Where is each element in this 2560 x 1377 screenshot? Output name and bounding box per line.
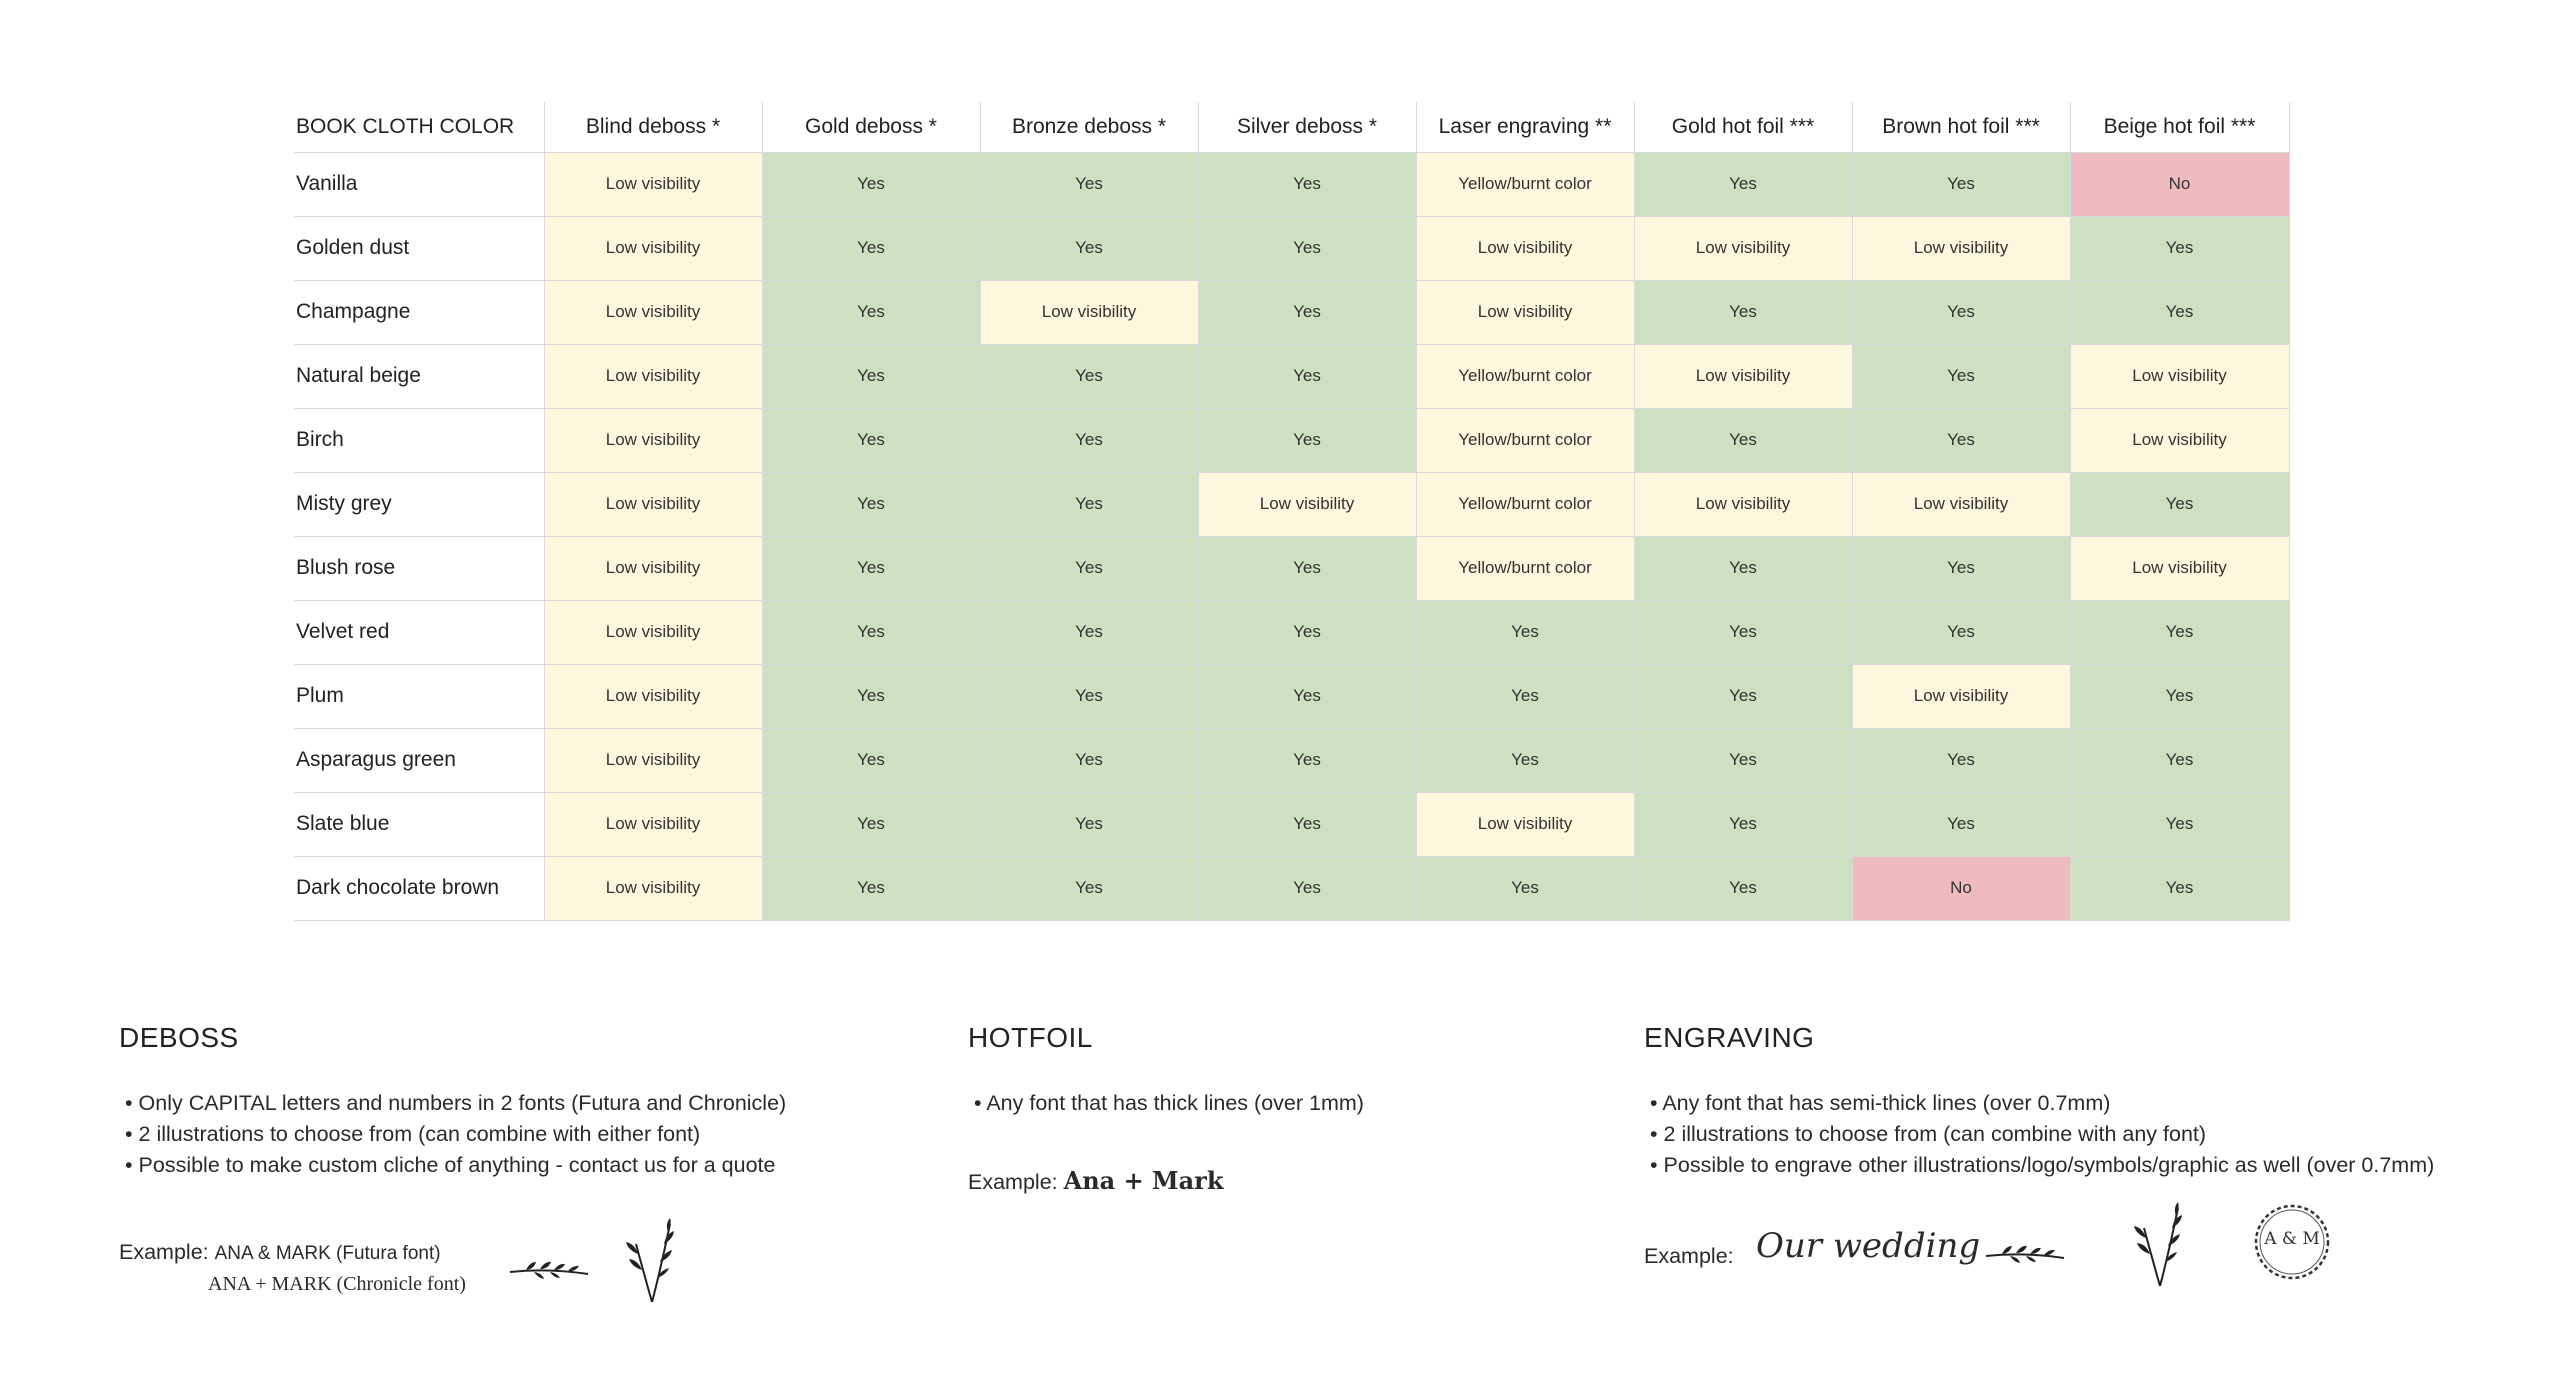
column-header: Blind deboss * (544, 102, 762, 152)
deboss-section (119, 1022, 939, 1181)
table-cell: Yes (1852, 792, 2070, 856)
table-header-row (294, 102, 2289, 152)
table-cell: Yellow/burnt color (1416, 344, 1634, 408)
table-row (294, 344, 2289, 408)
table-cell: Yes (1416, 664, 1634, 728)
deboss-title: DEBOSS (119, 1022, 239, 1053)
column-header-book-cloth-color: BOOK CLOTH COLOR (294, 102, 544, 152)
table-cell: Low visibility (980, 280, 1198, 344)
table-row (294, 152, 2289, 216)
row-label: Velvet red (294, 600, 544, 664)
table-cell: Yes (980, 792, 1198, 856)
table-cell: Yes (1634, 408, 1852, 472)
table-cell: Yes (1416, 856, 1634, 920)
table-cell: Yes (1634, 728, 1852, 792)
table-cell: Low visibility (1852, 216, 2070, 280)
table-cell: Yellow/burnt color (1416, 536, 1634, 600)
row-label: Vanilla (294, 152, 544, 216)
column-header: Beige hot foil *** (2070, 102, 2289, 152)
table-cell: Yes (762, 664, 980, 728)
table-cell: Yes (762, 600, 980, 664)
column-header: Laser engraving ** (1416, 102, 1634, 152)
table-cell: Low visibility (1852, 472, 2070, 536)
hotfoil-bullet: • Any font that has thick lines (over 1mm) (974, 1088, 1488, 1119)
table-cell: Yes (1198, 280, 1416, 344)
table-cell: Yes (1198, 152, 1416, 216)
table-cell: Yes (762, 216, 980, 280)
table-cell: Low visibility (1416, 216, 1634, 280)
table-cell: Yes (1198, 408, 1416, 472)
engraving-bullet: • Possible to engrave other illustrations/logo/symbols/graphic as well (over 0.7mm) (1650, 1150, 2544, 1181)
row-label: Slate blue (294, 792, 544, 856)
table-cell: Low visibility (544, 280, 762, 344)
table-cell: Yes (1198, 216, 1416, 280)
table-cell: Yes (1852, 728, 2070, 792)
table-cell: Yes (1634, 280, 1852, 344)
table-cell: Yes (762, 280, 980, 344)
table-cell: Yes (2070, 600, 2289, 664)
table-cell: Low visibility (2070, 536, 2289, 600)
deboss-bullet: • Only CAPITAL letters and numbers in 2 fonts (Futura and Chronicle) (125, 1088, 939, 1119)
deboss-example (119, 1240, 441, 1265)
table-cell: Yes (2070, 216, 2289, 280)
engraving-section (1644, 1022, 2544, 1181)
hotfoil-section (968, 1022, 1488, 1119)
table-cell: Low visibility (1416, 280, 1634, 344)
table-cell: Yes (762, 152, 980, 216)
table-cell: Low visibility (544, 536, 762, 600)
table-row (294, 408, 2289, 472)
column-header: Bronze deboss * (980, 102, 1198, 152)
table-cell: Yes (2070, 728, 2289, 792)
deboss-bullet: • Possible to make custom cliche of anything - contact us for a quote (125, 1150, 939, 1181)
table-cell: Low visibility (544, 600, 762, 664)
table-row (294, 472, 2289, 536)
table-cell: Low visibility (544, 664, 762, 728)
row-label: Birch (294, 408, 544, 472)
table-cell: Low visibility (544, 408, 762, 472)
table-cell: Yes (1634, 536, 1852, 600)
table-cell: No (1852, 856, 2070, 920)
branch-wreath-icon (2130, 1198, 2190, 1288)
row-label: Misty grey (294, 472, 544, 536)
table-cell: Yes (1416, 728, 1634, 792)
table-cell: Yes (1198, 536, 1416, 600)
hotfoil-example-text: Ana + Mark (1063, 1166, 1224, 1195)
monogram-text: A & M (2264, 1229, 2320, 1249)
row-label: Blush rose (294, 536, 544, 600)
row-label: Asparagus green (294, 728, 544, 792)
engraving-example-label: Example: (1644, 1244, 1734, 1268)
table-cell: Yes (2070, 664, 2289, 728)
leaf-sprig-icon (1984, 1234, 2066, 1268)
table-row (294, 728, 2289, 792)
table-cell: Yes (980, 344, 1198, 408)
table-row (294, 216, 2289, 280)
table-cell: Yes (980, 472, 1198, 536)
table-cell: Yes (1198, 856, 1416, 920)
table-cell: Low visibility (544, 728, 762, 792)
table-body (294, 152, 2289, 920)
table-cell: Low visibility (544, 216, 762, 280)
row-label: Golden dust (294, 216, 544, 280)
table-cell: Yes (980, 152, 1198, 216)
table-row (294, 792, 2289, 856)
table-cell: Yes (980, 216, 1198, 280)
table-cell: Yes (1634, 152, 1852, 216)
table-cell: No (2070, 152, 2289, 216)
table-row (294, 664, 2289, 728)
deboss-bullets (125, 1088, 939, 1181)
table-cell: Yes (1634, 856, 1852, 920)
table-cell: Low visibility (544, 472, 762, 536)
table-cell: Yes (1852, 600, 2070, 664)
row-label: Champagne (294, 280, 544, 344)
table-cell: Yes (1416, 600, 1634, 664)
table-cell: Yes (2070, 792, 2289, 856)
engraving-example-script: Our wedding (1756, 1226, 1981, 1266)
table-cell: Yes (1198, 600, 1416, 664)
table-cell: Yes (1852, 280, 2070, 344)
table-cell: Yes (762, 792, 980, 856)
leaf-sprig-icon (508, 1250, 590, 1284)
table-cell: Yellow/burnt color (1416, 152, 1634, 216)
deboss-example-chronicle: ANA + MARK (Chronicle font) (208, 1273, 466, 1295)
deboss-example-label: Example: (119, 1240, 209, 1264)
table-cell: Yes (2070, 280, 2289, 344)
table-cell: Low visibility (544, 344, 762, 408)
table-cell: Low visibility (1852, 664, 2070, 728)
table-cell: Yes (1852, 344, 2070, 408)
table-cell: Yes (1198, 792, 1416, 856)
table-cell: Yes (1852, 408, 2070, 472)
table-row (294, 536, 2289, 600)
table-cell: Yes (762, 472, 980, 536)
table-cell: Low visibility (1416, 792, 1634, 856)
branch-wreath-icon (622, 1214, 682, 1304)
table-cell: Yes (980, 600, 1198, 664)
table-cell: Yes (762, 728, 980, 792)
table-cell: Yes (980, 536, 1198, 600)
table-cell: Yes (762, 536, 980, 600)
hotfoil-example-label: Example: (968, 1170, 1058, 1194)
engraving-bullets (1650, 1088, 2544, 1181)
table-cell: Yes (1852, 536, 2070, 600)
table-cell: Low visibility (544, 792, 762, 856)
row-label: Natural beige (294, 344, 544, 408)
hotfoil-example (968, 1166, 1223, 1195)
table-cell: Low visibility (2070, 408, 2289, 472)
engraving-bullet: • 2 illustrations to choose from (can combine with any font) (1650, 1119, 2544, 1150)
deboss-bullet: • 2 illustrations to choose from (can combine with either font) (125, 1119, 939, 1150)
table-cell: Yes (1634, 600, 1852, 664)
table-cell: Yes (762, 408, 980, 472)
table-row (294, 280, 2289, 344)
table-cell: Yellow/burnt color (1416, 408, 1634, 472)
table-row (294, 600, 2289, 664)
table-cell: Yes (762, 344, 980, 408)
column-header: Gold hot foil *** (1634, 102, 1852, 152)
table-cell: Yes (1634, 792, 1852, 856)
compatibility-table (294, 102, 2290, 921)
hotfoil-title: HOTFOIL (968, 1022, 1093, 1053)
table-cell: Yes (1198, 664, 1416, 728)
table-cell: Low visibility (2070, 344, 2289, 408)
table-cell: Yes (2070, 472, 2289, 536)
table-cell: Yes (1634, 664, 1852, 728)
table-cell: Low visibility (544, 856, 762, 920)
table-row (294, 856, 2289, 920)
engraving-bullet: • Any font that has semi-thick lines (over 0.7mm) (1650, 1088, 2544, 1119)
table-cell: Low visibility (1198, 472, 1416, 536)
table-cell: Low visibility (1634, 344, 1852, 408)
table-cell: Yellow/burnt color (1416, 472, 1634, 536)
column-header: Gold deboss * (762, 102, 980, 152)
table-cell: Low visibility (544, 152, 762, 216)
hotfoil-bullets (974, 1088, 1488, 1119)
table-cell: Yes (980, 856, 1198, 920)
table-cell: Yes (762, 856, 980, 920)
table-cell: Yes (980, 408, 1198, 472)
table-cell: Yes (1198, 344, 1416, 408)
table-cell: Yes (980, 664, 1198, 728)
row-label: Plum (294, 664, 544, 728)
table-cell: Low visibility (1634, 472, 1852, 536)
column-header: Brown hot foil *** (1852, 102, 2070, 152)
monogram-wreath (2252, 1202, 2332, 1282)
column-header: Silver deboss * (1198, 102, 1416, 152)
row-label: Dark chocolate brown (294, 856, 544, 920)
engraving-title: ENGRAVING (1644, 1022, 1815, 1053)
table-cell: Yes (2070, 856, 2289, 920)
table-cell: Yes (980, 728, 1198, 792)
table-cell: Yes (1852, 152, 2070, 216)
table-cell: Low visibility (1634, 216, 1852, 280)
deboss-example-futura: ANA & MARK (Futura font) (214, 1243, 441, 1264)
table-cell: Yes (1198, 728, 1416, 792)
